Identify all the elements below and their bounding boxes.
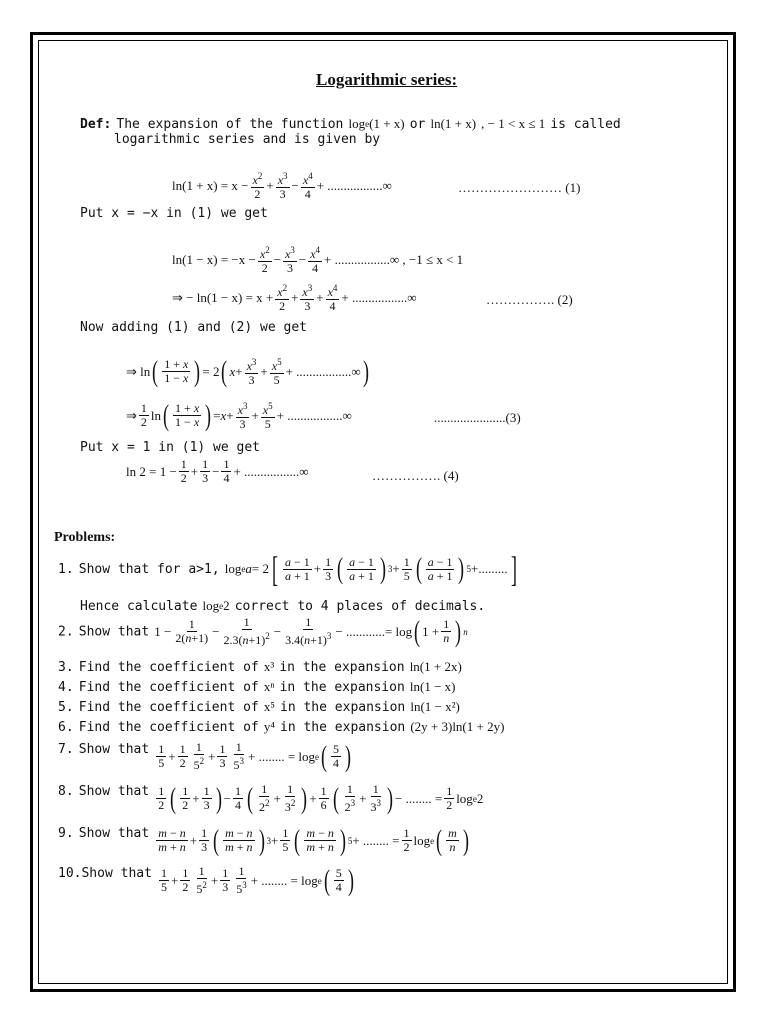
problem-3: [58, 656, 462, 675]
p5-label: 5.: [58, 700, 74, 715]
eq2-lhs: ln(1 − x) = −x −: [172, 251, 256, 267]
p6-mid: in the expansion: [280, 720, 406, 735]
p6-text: Find the coefficient of: [78, 720, 259, 735]
def-text-a: The expansion of the function: [116, 117, 344, 132]
def-text-b: is called: [550, 117, 621, 132]
p5-mid: in the expansion: [280, 700, 406, 715]
equation-2a: ln(1 − x) = −x − $\frac{x^2}{2}$ − $\frac{x^3}{3}$ − $\frac{x^4}{4}$ + .................∞ , −1 ≤ x < 1: [172, 245, 464, 275]
def-fn1-tail: (1 + x): [369, 116, 405, 131]
now-adding: Now adding (1) and (2) we get: [80, 320, 307, 335]
equation-2: ⇒ − ln(1 − x) = x + $\frac{x^2}{2}$ + $\frac{x^3}{3}$ + $\frac{x^4}{4}$ + .................∞: [172, 283, 417, 313]
p5-text: Find the coefficient of: [78, 700, 259, 715]
p3-label: 3.: [58, 660, 74, 675]
problem-1-note: Hence calculate log e 2 correct to 4 places of decimals.: [80, 598, 486, 614]
def-label: Def:: [80, 117, 112, 132]
p2-text: Show that: [78, 624, 150, 640]
equation-3: ⇒ $\frac{1}{2}$ ln ( $\frac{1 + x}{1 - x}$ ) = x + $\frac{x^3}{3}$ + $\frac{x^5}{5}$ + .................∞: [126, 398, 352, 432]
eq6-tail: + .................∞: [233, 463, 309, 479]
problem-6: [58, 716, 504, 735]
p1-label: 1.: [58, 562, 74, 577]
p4-mid: in the expansion: [279, 680, 405, 695]
p4-var: xⁿ: [263, 679, 275, 694]
equation-4: ln 2 = 1 − $\frac{1}{2}$ + $\frac{1}{3}$ − $\frac{1}{4}$ + .................∞: [126, 457, 309, 485]
p1-text: Show that for a>1,: [78, 562, 220, 577]
p3-text: Find the coefficient of: [78, 660, 259, 675]
eq3-lhs: ⇒ − ln(1 − x) = x +: [172, 289, 274, 305]
p9-text: Show that: [78, 826, 150, 841]
p8-text: Show that: [78, 784, 150, 799]
p4-label: 4.: [58, 680, 74, 695]
problem-4: [58, 676, 456, 695]
p5-expr: ln(1 − x²): [410, 699, 460, 714]
eq1-tail: + .................∞: [316, 177, 392, 193]
problem-9: 9. Show that $\frac{m - n}{m + n}$ + $\frac{1}{3}$ ( $\frac{m - n}{m + n}$ ) 3 + $\frac{1}{5}$ ( $\frac{m - n}{m + n}$ ) 5 + ........ = $\frac{1}{2}$ log e ( $\frac{m}{n}$ ): [58, 823, 469, 857]
page-title: Logarithmic series:: [316, 70, 458, 89]
p7-tail: + ........ = log: [247, 748, 316, 764]
equation-sum: ⇒ ln ( $\frac{1 + x}{1 - x}$ ) = 2 ( x + $\frac{x^3}{3}$ + $\frac{x^5}{5}$ + .................∞ ): [126, 354, 369, 388]
problem-8: 8. Show that $\frac{1}{2}$ ( $\frac{1}{2}$ + $\frac{1}{3}$ ) − $\frac{1}{4}$ ( $\frac{1}{2^2}$ + $\frac{1}{3^2}$ ) + $\frac{1}{6}$ ( $\frac{1}{2^3}$ + $\frac{1}{3^3}$ ) − ........ = $\frac{1}{2}$ log e 2: [58, 781, 484, 815]
p6-var: y⁴: [263, 719, 275, 734]
eq2-number: ……………. (2): [486, 292, 573, 307]
p7-text: Show that: [78, 742, 150, 757]
def-fn1: log: [348, 116, 366, 131]
p2-rhs: = log: [384, 623, 413, 639]
p5-var: x⁵: [263, 699, 275, 714]
p7-label: 7.: [58, 742, 74, 757]
def-cond: , − 1 < x ≤ 1: [481, 116, 546, 131]
problem-1: 1. Show that for a>1, log e a = 2 [ $\frac{a - 1}{a + 1}$ + $\frac{1}{3}$ ( $\frac{a - 1}{a + 1}$ ) 3 + $\frac{1}{5}$ ( $\frac{a - 1}{a + 1}$ ) 5 + ......... ]: [58, 549, 517, 589]
problem-7: 7. Show that $\frac{1}{5}$ + $\frac{1}{2}$ $\frac{1}{5^2}$ + $\frac{1}{3}$ $\frac{1}{5^3}$ + ........ = log e ( $\frac{5}{4}$ ): [58, 739, 352, 773]
put-x-neg: Put x = −x in (1) we get: [80, 206, 268, 221]
eq1-number: …………………… (1): [458, 180, 581, 195]
p9-label: 9.: [58, 826, 74, 841]
put-x-one: Put x = 1 in (1) we get: [80, 440, 261, 455]
eq3-number: ......................(3): [434, 410, 521, 425]
p10-text: Show that: [81, 866, 152, 881]
p8-label: 8.: [58, 784, 74, 799]
eq2-tail: + .................∞ , −1 ≤ x < 1: [324, 251, 464, 267]
p3-expr: ln(1 + 2x): [409, 659, 462, 674]
p3-var: x³: [263, 659, 275, 674]
p4-expr: ln(1 − x): [409, 679, 456, 694]
p10-tail: + ........ = log: [250, 872, 318, 888]
p2-label: 2.: [58, 624, 74, 640]
p10-label: 10.: [58, 866, 82, 881]
eq3-tail: + .................∞: [341, 289, 417, 305]
p4-text: Find the coefficient of: [78, 680, 259, 695]
eq6-lhs: ln 2 = 1 −: [126, 463, 177, 479]
def-or: or: [409, 117, 426, 132]
p3-mid: in the expansion: [279, 660, 405, 675]
eq4-tail: + .................∞: [285, 363, 361, 379]
eq4-number: ……………. (4): [372, 468, 459, 483]
equation-1: ln(1 + x) = x − $\frac{x^2}{2}$ + $\frac{x^3}{3}$ − $\frac{x^4}{4}$ + .................∞: [172, 171, 392, 201]
problem-10: 10.Show that $\frac{1}{5}$ + $\frac{1}{2}$ $\frac{1}{5^2}$ + $\frac{1}{3}$ $\frac{1}{5^3}$ + ........ = log e ( $\frac{5}{4}$ ): [58, 863, 354, 897]
p1-dots: .........: [478, 561, 508, 576]
p1-note: Hence calculate: [80, 599, 198, 614]
def-fn2: ln(1 + x): [430, 116, 477, 131]
p6-expr: (2y + 3)ln(1 + 2y): [410, 719, 505, 734]
eq1-lhs: ln(1 + x) = x −: [172, 177, 249, 193]
p1-note-tail: correct to 4 places of decimals.: [234, 599, 486, 614]
eq5-tail: + .................∞: [276, 407, 352, 423]
problem-5: [58, 696, 460, 715]
definition-line2: logarithmic series and is given by: [114, 132, 381, 147]
definition-line1: Def: The expansion of the function log e (1 + x) or ln(1 + x) , − 1 < x ≤ 1 is called: [80, 116, 621, 132]
problems-heading: Problems:: [54, 530, 116, 545]
p6-label: 6.: [58, 720, 74, 735]
problem-2: 2. Show that 1 − $\frac{1}{2(n+1)}$ − $\frac{1}{2.3(n+1)^2}$ − $\frac{1}{3.4(n+1)^3}$ − ............ = log ( 1 + $\frac{1}{n}$ ) n: [58, 614, 468, 648]
